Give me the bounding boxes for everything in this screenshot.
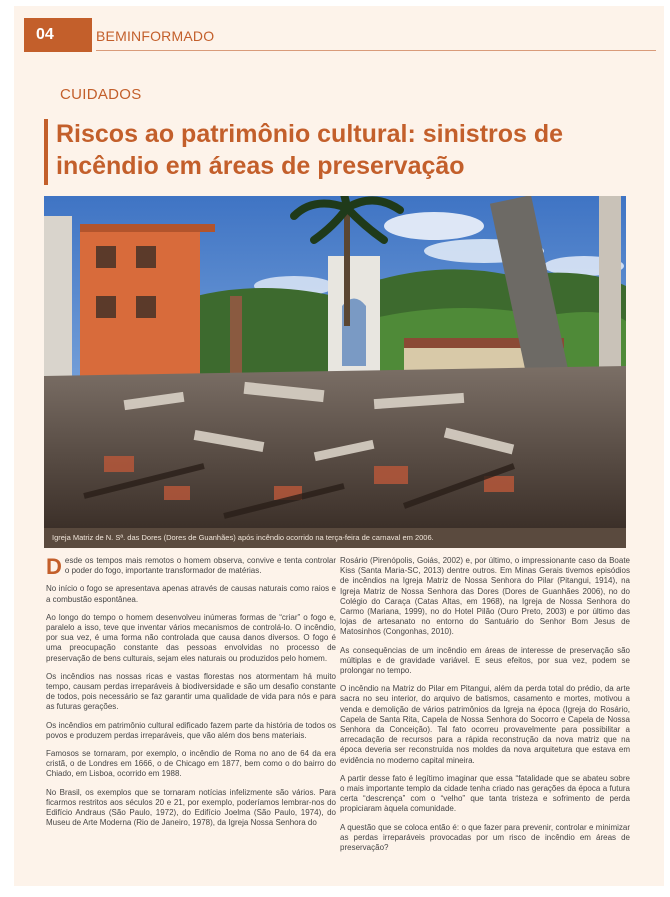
article-column-right	[340, 556, 630, 861]
article-photo	[44, 196, 626, 528]
paragraph: A partir desse fato é legítimo imaginar que essa “fatalidade que se abateu sobre o mais importante templo da cidade tenha criado nas gerações da época a futura certa “descrença” com o “velho” que tanta tristeza e sofrimento de perda propiciaram àquela comunidade.	[340, 773, 630, 814]
paragraph: As consequências de um incêndio em áreas de interesse de preservação são múltiplas e de gravidade variável. E seus efeitos, por sua vez, podem se prolongar no tempo.	[340, 645, 630, 676]
title-accent-bar	[44, 119, 48, 185]
drop-cap: D	[46, 554, 62, 579]
paragraph: No Brasil, os exemplos que se tornaram notícias infelizmente são vários. Para ficarmos restritos aos séculos 20 e 21, por exemplo, poderíamos lembrar-nos do Edifício Andraus (São Paulo, 1972), do Edifício Joelma (São Paulo, 1974), do Museu de Arte Moderna (Rio de Janeiro, 1978), da Igreja Nossa Senhora do	[46, 787, 336, 828]
article-column-left	[46, 556, 336, 836]
page-header	[14, 6, 664, 58]
paragraph: A questão que se coloca então é: o que fazer para prevenir, controlar e minimizar as perdas irreparáveis provocadas por um risco de incêndio em áreas de preservação?	[340, 822, 630, 853]
paragraph: O incêndio na Matriz do Pilar em Pitangui, além da perda total do prédio, da arte sacra no seu interior, do arquivo de batismos, casamento e mortes, motivou a venda e demolição de vários patrimônios da Igreja na época (Igreja do Rosário, Capela de Santa Rita, Capela de Nossa Senhora do Socorro e Capela de Nossa Senhora da Conceição). Tal fato ocorreu provavelmente para possibilitar a arrecadação de recursos para a rápida reconstrução da nova matriz que na época deveria ser reconstruída nos moldes da nova arquitetura que estava em evidência no moderno capital mineira.	[340, 684, 630, 765]
paragraph: Ao longo do tempo o homem desenvolveu inúmeras formas de “criar” o fogo e, paralelo a isso, teve que inventar vários mecanismos de controlá-lo. O incêndio, por sua vez, é uma forma não controlada que causa danos diversos. O fogo é uma preocupação constante das pessoas envolvidas no processo de preservação de bens culturais, sejam eles naturais ou produzidos pelo homem.	[46, 612, 336, 663]
paragraph: Desde os tempos mais remotos o homem observa, convive e tenta controlar o poder do fogo, importante transformador de matérias.	[46, 554, 336, 579]
paragraph: No início o fogo se apresentava apenas através de causas naturais como raios e a combustão espontânea.	[46, 584, 336, 604]
publication-name: BEMINFORMADO	[96, 28, 215, 44]
header-rule	[96, 50, 656, 51]
article-title: Riscos ao patrimônio cultural: sinistros de incêndio em áreas de preservação	[56, 120, 564, 180]
paragraph: Os incêndios em patrimônio cultural edificado fazem parte da história de todos os povos e produzem perdas irreparáveis, que vão além dos bens materiais.	[46, 720, 336, 740]
section-label: CUIDADOS	[60, 86, 142, 103]
paragraph: Famosos se tornaram, por exemplo, o incêndio de Roma no ano de 64 da era cristã, o de Londres em 1666, o de Chicago em 1877, bem como o do bairro do Chiado, em Lisboa, ocorrido em 1988.	[46, 749, 336, 779]
paragraph: Rosário (Pirenópolis, Goiás, 2002) e, por último, o impressionante caso da Boate Kiss (Santa Maria-SC, 2013) dentre outros. Em Minas Gerais tivemos episódios de incêndios na Igreja Matriz de Nossa Senhora do Pilar (Pitangui, 1914), na Igreja Matriz de Nossa Senhora das Dores (Dores de Guanhães 2006), no do Colégio do Caraça (Catas Altas, em 1968), na Igreja de Nossa Senhora do Carmo (Mariana, 1999), no do Hotel Pilão (Ouro Preto, 2003) e por último das lojas de artesanato no entorno do Santuário do Senhor Bom Jesus de Matosinhos (Congonhas, 2010).	[340, 556, 630, 637]
photo-caption: Igreja Matriz de N. Sª. das Dores (Dores de Guanhães) após incêndio ocorrido na terça-feira de carnaval em 2006.	[44, 528, 626, 548]
paragraph: Os incêndios nas nossas ricas e vastas florestas nos atormentam há muito tempo, causam perdas irreparáveis à biodiversidade e são um desafio constante de todos, pois necessário se faz garantir uma qualidade de vida para nós e para as futuras gerações.	[46, 671, 336, 712]
page-number: 04	[24, 18, 92, 52]
fire-ruins-illustration	[44, 196, 626, 528]
